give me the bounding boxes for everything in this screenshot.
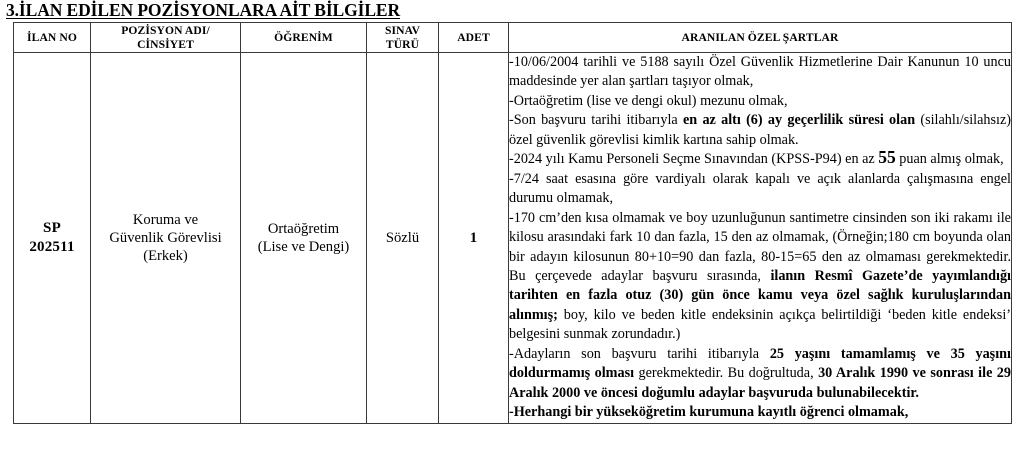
sinav-turu-value: Sözlü [385,229,420,246]
pozisyon-line1: Koruma ve [132,211,199,228]
sart-6-text-a: -170 cm’den kısa olmamak ve boy uzunluğunun santimetre cinsinden son iki rakamı ile kilosu arasındaki fark 10 dan fazla, 15 den az olmamak, (Örneğin;180 cm boyunda olan bir adayın kilosunun 80+10=90 dan fazla, 80-15=65 den az olmaması gerekmektedir. Bu çerçevede adaylar başvuru sırasında, [509,209,1011,284]
column-header-pozisyon-adi [91,23,241,53]
sart-4-text-a: -2024 yılı Kamu Personeli Seçme Sınavından (KPSS-P94) en az [509,151,879,168]
kpss-minimum-score: 55 [878,147,896,168]
sart-3-text-c: (silahlı/silahsız) özel güvenlik görevlisi kimlik kartına sahip olmak. [509,112,1011,148]
table-header-row [14,23,1012,53]
adet-value: 1 [469,229,478,246]
column-header-ogrenim-label: ÖĞRENİM [274,30,333,44]
ogrenim-line1: Ortaöğretim [267,220,340,237]
column-header-adet [439,23,509,53]
sart-item-6 [509,209,1011,345]
pozisyon-line3: (Erkek) [143,247,188,264]
sart-item-4 [509,147,1011,169]
column-header-aranilan-ozel-sartlar-label: ARANILAN ÖZEL ŞARTLAR [681,30,839,44]
sart-4-text-c: puan almış olmak, [895,151,1004,168]
sart-item-7 [509,345,1011,403]
sart-7-text-c: gerekmektedir. Bu doğrultuda, [634,365,819,382]
cell-adet [439,53,509,424]
sart-1-text: -10/06/2004 tarihli ve 5188 sayılı Özel Güvenlik Hizmetlerine Dair Kanunun 10 uncu maddesinde yer alan şartları taşıyor olmak, [509,54,1011,90]
sart-7-text-bold1: 25 yaşını tamamlamış ve 35 yaşını doldurmamış olması [509,345,1011,382]
column-header-aranilan-ozel-sartlar [509,23,1012,53]
positions-table-wrapper [13,22,1011,424]
ogrenim-line2: (Lise ve Dengi) [257,238,350,255]
column-header-sinav-turu-line1: SINAV [384,24,421,38]
sart-5-text: -7/24 saat esasına göre vardiyalı olarak kapalı ve açık alanlarda çalışmasına engel durumu olmamak, [509,170,1011,207]
cell-sinav-turu [367,53,439,424]
sart-6-text-bold: ilanın Resmî Gazete’de yayımlandığı tarihten en fazla otuz (30) gün önce kamu veya özel sağlık kuruluşlarından alınmış; [509,267,1011,323]
table-row [14,53,1012,424]
column-header-adet-label: ADET [457,30,490,44]
pozisyon-line2: Güvenlik Görevlisi [109,229,222,246]
sart-7-text-bold2: 30 Aralık 1990 ve sonrası ile 29 Aralık 2000 ve öncesi doğumlu adaylar başvuruda bulunabilecektir. [509,365,1011,401]
positions-table [13,22,1012,424]
sart-8-text: -Herhangi bir yükseköğretim kurumuna kayıtlı öğrenci olmamak, [509,404,909,421]
column-header-pozisyon-adi-line1: POZİSYON ADI/ [121,24,210,38]
sart-item-3 [509,111,1011,150]
cell-ilan-no [14,53,91,424]
page-title: 3.İLAN EDİLEN POZİSYONLARA AİT BİLGİLER [6,0,401,20]
table-header [14,23,1012,53]
cell-aranilan-ozel-sartlar [509,53,1012,424]
sart-3-text-bold: en az altı (6) ay geçerlilik süresi olan [682,112,916,129]
column-header-ogrenim [241,23,367,53]
cell-ogrenim [241,53,367,424]
sart-item-1 [509,53,1011,92]
ilan-no-line2: 202511 [29,238,75,255]
sart-item-8 [509,403,1011,422]
column-header-ilan-no [14,23,91,53]
sart-2-text: -Ortaöğretim (lise ve dengi okul) mezunu olmak, [509,92,788,109]
column-header-sinav-turu [367,23,439,53]
table-body [14,53,1012,424]
cell-pozisyon-adi [91,53,241,424]
sart-item-5 [509,170,1011,209]
sart-7-text-a: -Adayların son başvuru tarihi itibarıyla [509,345,770,362]
sart-item-2 [509,92,1011,111]
ilan-no-line1: SP [43,219,61,236]
column-header-sinav-turu-line2: TÜRÜ [385,37,420,51]
column-header-ilan-no-label: İLAN NO [27,30,77,44]
column-header-pozisyon-adi-line2: CİNSİYET [137,37,194,51]
sart-6-text-c: boy, kilo ve beden kitle endeksinin açıkça belirtildiği ‘beden kitle endeksi’ belgesini sunmak zorundadır.) [509,306,1011,343]
sart-3-text-a: -Son başvuru tarihi itibarıyla [509,112,683,129]
